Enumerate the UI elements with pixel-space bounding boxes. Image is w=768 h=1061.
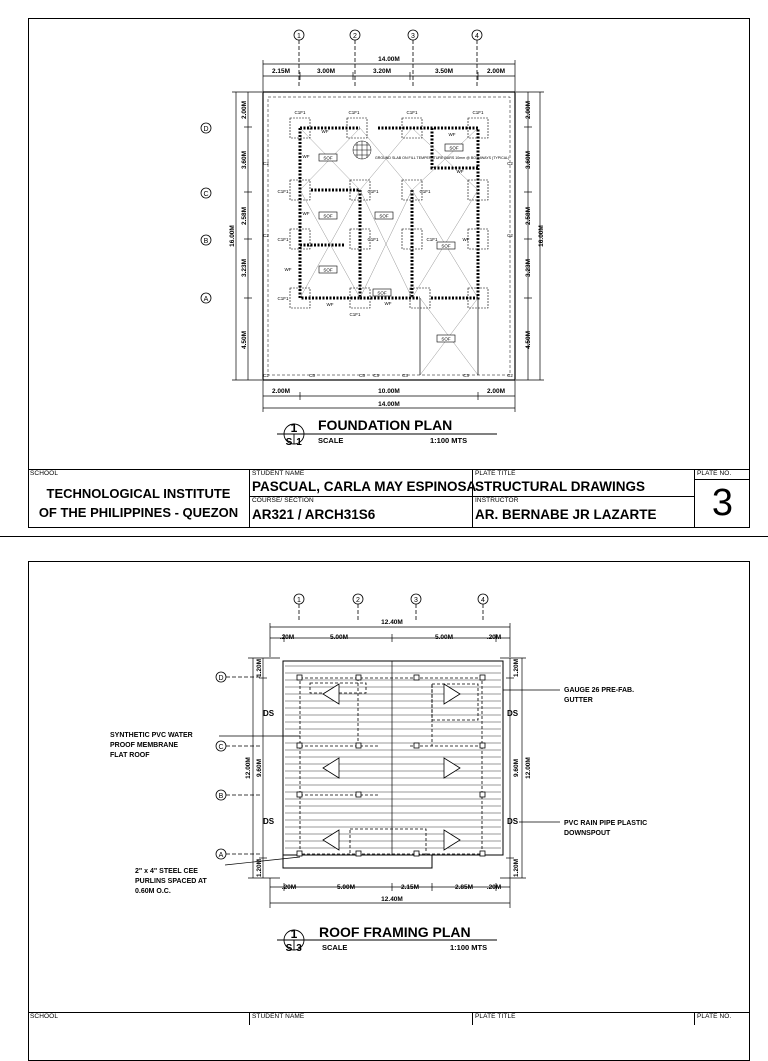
tag-c3: C3 xyxy=(359,373,365,378)
tag-sof: SOF xyxy=(377,290,387,296)
tag-c1f1: C1F1 xyxy=(348,110,360,115)
note-gutter-line2: GUTTER xyxy=(564,697,593,704)
dim-bottom: 2.85M xyxy=(454,884,474,891)
dim-left: 2.00M xyxy=(241,100,248,120)
tag-wf: WF xyxy=(456,169,464,174)
tag-sof: SOF xyxy=(449,145,459,151)
grid-bubble-4: 4 xyxy=(475,33,479,40)
plate-number: 3 xyxy=(711,482,734,524)
dim-right: 2.58M xyxy=(525,206,532,226)
tag-sof: SOF xyxy=(323,155,333,161)
dim-left: 1.20M xyxy=(256,858,263,878)
dim-top: 3.20M xyxy=(372,68,392,75)
dim-top: 3.00M xyxy=(316,68,336,75)
tag-c1f1: C1F1 xyxy=(426,237,438,242)
dim-left: 3.23M xyxy=(241,258,248,278)
note-purlins-line1: 2" x 4" STEEL CEE xyxy=(135,868,198,875)
note-membrane-line3: FLAT ROOF xyxy=(110,752,150,759)
dim-right: 3.23M xyxy=(525,258,532,278)
dim-top: .20M xyxy=(279,634,295,641)
tag-wf: WF xyxy=(302,154,310,159)
tag-c3: C3 xyxy=(463,373,469,378)
dim-bottom-total: 14.00M xyxy=(378,401,400,408)
school-label: SCHOOL xyxy=(30,1013,59,1020)
note-membrane-line2: PROOF MEMBRANE xyxy=(110,742,179,749)
grid-bubble-3: 3 xyxy=(414,597,418,604)
tag-c1f1: C1F1 xyxy=(367,237,379,242)
dim-bottom-total: 12.40M xyxy=(381,896,403,903)
dim-left-total: 16.00M xyxy=(229,225,236,247)
tag-c3: C3 xyxy=(373,373,379,378)
scale-label: SCALE xyxy=(322,943,348,952)
dim-bottom: 2.00M xyxy=(486,388,506,395)
tag-c3: C3 xyxy=(402,373,408,378)
tag-c1f1: C1F1 xyxy=(406,110,418,115)
dim-top: 2.15M xyxy=(271,68,291,75)
tag-wf: WF xyxy=(326,302,334,307)
grid-bubble-a: A xyxy=(203,296,209,303)
tag-sof: SOF xyxy=(323,267,333,273)
plan-title: ROOF FRAMING PLAN xyxy=(319,924,471,940)
grid-bubble-2: 2 xyxy=(353,33,357,40)
scale-value: 1:100 MTS xyxy=(430,436,468,445)
dim-top: 2.00M xyxy=(486,68,506,75)
grid-bubble-4: 4 xyxy=(481,597,485,604)
grid-bubble-c: C xyxy=(218,744,224,751)
title-block xyxy=(28,1012,749,1025)
downspout-tag: DS xyxy=(263,709,275,718)
downspout-tag: DS xyxy=(507,817,519,826)
tag-c2: C2 xyxy=(507,161,513,166)
dim-right: 3.60M xyxy=(525,150,532,170)
dim-bottom: .20M xyxy=(281,884,297,891)
tag-c1f1: C1F1 xyxy=(349,312,361,317)
tag-c1f1: C1F1 xyxy=(277,296,289,301)
page-separator xyxy=(0,536,768,544)
note-downspout-line1: PVC RAIN PIPE PLASTIC xyxy=(564,820,648,827)
instructor-label: INSTRUCTOR xyxy=(475,497,519,504)
note-downspout-line2: DOWNSPOUT xyxy=(564,830,611,837)
dim-right: 1.20M xyxy=(513,658,520,678)
tag-c3: C3 xyxy=(309,373,315,378)
note-purlins-line3: 0.60M O.C. xyxy=(135,888,171,895)
student-name: PASCUAL, CARLA MAY ESPINOSA xyxy=(252,479,477,494)
tag-wf: WF xyxy=(448,132,456,137)
grid-bubble-d: D xyxy=(203,126,209,133)
plan-title: FOUNDATION PLAN xyxy=(318,417,453,433)
roof-framing-plan-drawing xyxy=(0,544,768,1014)
note-gutter-line1: GAUGE 26 PRE-FAB. xyxy=(564,687,635,694)
dim-bottom: 10.00M xyxy=(378,388,400,395)
grid-bubble-d: D xyxy=(218,675,224,682)
tag-sof: SOF xyxy=(379,213,389,219)
plate-title: STRUCTURAL DRAWINGS xyxy=(475,479,645,494)
course-section: AR321 / ARCH31S6 xyxy=(252,507,376,522)
instructor-name: AR. BERNABE JR LAZARTE xyxy=(475,507,657,522)
dim-top-total: 14.00M xyxy=(378,56,400,63)
grid-bubble-3: 3 xyxy=(411,33,415,40)
note-ground-slab: GROUND SLAB ON FILL TEMPERATURE BARS 10mm @ BOTHWAYS (TYPICAL) xyxy=(375,156,510,160)
grid-bubble-b: B xyxy=(218,793,224,800)
note-purlins-line2: PURLINS SPACED AT xyxy=(135,878,207,885)
dim-right: 1.20M xyxy=(513,858,520,878)
dim-bottom: 5.00M xyxy=(336,884,356,891)
plate-no-label: PLATE NO. xyxy=(697,470,732,477)
tag-wf: WF xyxy=(284,267,292,272)
tag-c2: C2 xyxy=(263,233,269,238)
dim-left: 1.20M xyxy=(256,658,263,678)
grid-bubble-c: C xyxy=(203,191,209,198)
tag-c1f1: C1F1 xyxy=(294,110,306,115)
dim-right-total: 12.00M xyxy=(525,757,532,779)
grid-bubble-b: B xyxy=(203,238,209,245)
note-membrane-line1: SYNTHETIC PVC WATER xyxy=(110,732,193,739)
plate-title-label: PLATE TITLE xyxy=(475,1013,516,1020)
student-label: STUDENT NAME xyxy=(252,1013,305,1020)
student-label: STUDENT NAME xyxy=(252,470,305,477)
dim-top: 5.00M xyxy=(329,634,349,641)
tag-wf: WF xyxy=(302,211,310,216)
detail-number: 1 xyxy=(290,927,298,941)
tag-c2: C2 xyxy=(507,233,513,238)
title-block xyxy=(28,469,749,528)
school-label: SCHOOL xyxy=(30,470,59,477)
downspout-tag: DS xyxy=(507,709,519,718)
school-name-line1: TECHNOLOGICAL INSTITUTE xyxy=(46,486,231,501)
grid-bubble-2: 2 xyxy=(356,597,360,604)
dim-top: 3.50M xyxy=(434,68,454,75)
dim-right: 9.60M xyxy=(513,758,520,778)
tag-sof: SOF xyxy=(441,336,451,342)
detail-sheet: S xyxy=(285,437,293,448)
tag-c1f1: C1F1 xyxy=(367,189,379,194)
course-label: COURSE/ SECTION xyxy=(252,497,314,504)
tag-c2: C2 xyxy=(263,373,269,378)
detail-sheet: S xyxy=(285,943,293,954)
dim-left: 3.60M xyxy=(241,150,248,170)
dim-bottom: 2.15M xyxy=(400,884,420,891)
dim-bottom: .20M xyxy=(486,884,502,891)
dim-right: 4.50M xyxy=(525,330,532,350)
school-name-line2: OF THE PHILIPPINES - QUEZON xyxy=(38,505,239,520)
dim-left: 9.60M xyxy=(256,758,263,778)
tag-c1f1: C1F1 xyxy=(277,189,289,194)
grid-bubble-a: A xyxy=(218,852,224,859)
tag-c2: C2 xyxy=(507,373,513,378)
detail-sheet-number: 3 xyxy=(296,943,302,954)
scale-label: SCALE xyxy=(318,436,344,445)
dim-left: 4.50M xyxy=(241,330,248,350)
tag-c2: C2 xyxy=(263,161,269,166)
tag-wf: WF xyxy=(462,237,470,242)
detail-sheet-number: 1 xyxy=(296,437,302,448)
tag-wf: WF xyxy=(321,129,329,134)
tag-sof: SOF xyxy=(441,243,451,249)
plate-title-label: PLATE TITLE xyxy=(475,470,516,477)
tag-c1f1: C1F1 xyxy=(472,110,484,115)
dim-top-total: 12.40M xyxy=(381,619,403,626)
tag-c1f1: C1F1 xyxy=(419,189,431,194)
plate-no-label: PLATE NO. xyxy=(697,1013,732,1020)
sheet-roof-framing-plan xyxy=(0,544,768,1024)
tag-wf: WF xyxy=(384,301,392,306)
downspout-tag: DS xyxy=(263,817,275,826)
tag-sof: SOF xyxy=(323,213,333,219)
foundation-plan-drawing xyxy=(0,0,768,470)
scale-value: 1:100 MTS xyxy=(450,943,488,952)
grid-bubble-1: 1 xyxy=(297,597,301,604)
dim-bottom: 2.00M xyxy=(271,388,291,395)
tag-c1f1: C1F1 xyxy=(277,237,289,242)
dim-top: .20M xyxy=(486,634,502,641)
dim-right: 2.00M xyxy=(525,100,532,120)
dim-right-total: 16.00M xyxy=(538,225,545,247)
dim-top: 5.00M xyxy=(434,634,454,641)
dim-left: 2.58M xyxy=(241,206,248,226)
dim-left-total: 12.00M xyxy=(245,757,252,779)
grid-bubble-1: 1 xyxy=(297,33,301,40)
detail-number: 1 xyxy=(290,421,298,435)
